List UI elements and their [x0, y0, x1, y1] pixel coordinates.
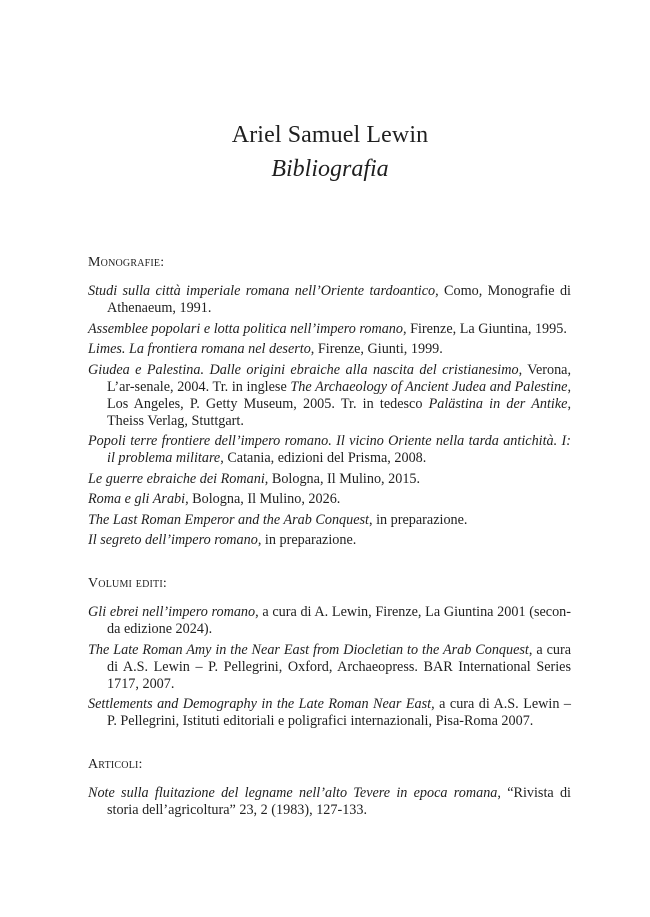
entry-details: , Los Angeles, P. Getty Museum, 2005. Tr. in tedesco	[107, 378, 571, 412]
entry-title: Roma e gli Arabi	[88, 491, 186, 507]
bibliography-entry	[88, 283, 571, 317]
bibliography-entry	[88, 696, 571, 730]
entry-title: Limes. La frontiera romana nel deserto	[88, 341, 311, 357]
section-heading: Volumi editi:	[88, 576, 167, 591]
entry-title: Giudea e Palestina. Dalle origini ebraiche alla nascita del cristianesimo	[88, 361, 519, 378]
entry-title: Popoli terre frontiere dell’impero romano. Il vicino Oriente nella tarda antichità. I: il problema militare	[88, 433, 571, 466]
entry-title: Le guerre ebraiche dei Romani	[88, 470, 265, 487]
bibliography-entry	[88, 785, 571, 819]
bibliography-entry	[88, 512, 571, 529]
section-articoli	[88, 756, 571, 819]
bibliography-entry	[88, 471, 571, 488]
entry-title: Studi sulla città imperiale romana nell’Oriente tardoantico	[88, 283, 436, 299]
section-heading: Articoli:	[88, 757, 143, 772]
entry-title: Settlements and Demography in the Late Roman Near East	[88, 696, 432, 712]
section-heading: Monografie:	[88, 255, 165, 270]
entry-details: , “Rivista di storia dell’agricoltura” 23, 2 (1983), 127-133.	[107, 785, 571, 818]
bibliography-entry	[88, 604, 571, 638]
entry-details: , Firenze, La Giuntina, 1995.	[402, 320, 567, 337]
document-title: Bibliografia	[271, 156, 389, 182]
entry-translation-title: Palästina in der Antike	[428, 395, 568, 412]
bibliography-entry	[88, 642, 571, 693]
entry-title: Gli ebrei nell’impero romano	[88, 604, 256, 620]
section-volumi-editi	[88, 575, 571, 730]
entry-details: , Verona, L’ar-senale, 2004. Tr. in inglese	[107, 361, 572, 395]
entry-title: The Late Roman Amy in the Near East from Diocletian to the Arab Conquest	[88, 641, 529, 658]
bibliography-body	[88, 254, 571, 823]
entry-details: , Firenze, Giunti, 1999.	[310, 341, 443, 357]
entry-title: Il segreto dell’impero romano	[88, 532, 258, 548]
entry-details: , a cura di A. Lewin, Firenze, La Giuntina 2001 (secon-da edizione 2024).	[107, 604, 571, 637]
bibliography-entry	[88, 532, 571, 549]
entry-details: , a cura di A.S. Lewin – P. Pellegrini, Istituti editoriali e poligrafici internazionali, Pisa-Roma 2007.	[107, 696, 571, 729]
entry-title: Note sulla fluitazione del legname nell’alto Tevere in epoca romana	[88, 785, 498, 801]
entry-details: , Bologna, Il Mulino, 2026.	[185, 491, 341, 507]
bibliography-entry	[88, 362, 571, 430]
section-monografie	[88, 254, 571, 549]
entry-title: The Last Roman Emperor and the Arab Conquest	[88, 511, 369, 528]
entry-details: , Catania, edizioni del Prisma, 2008.	[220, 450, 427, 466]
bibliography-entry	[88, 433, 571, 467]
entry-details: , Bologna, Il Mulino, 2015.	[264, 470, 421, 487]
bibliography-entry	[88, 321, 571, 338]
bibliography-entry	[88, 341, 571, 358]
entry-details: , in preparazione.	[257, 532, 357, 548]
bibliography-entry	[88, 491, 571, 508]
entry-translation-title: The Archaeology of Ancient Judea and Palestine	[290, 378, 568, 395]
entry-details: , a cura di A.S. Lewin – P. Pellegrini, Oxford, Archaeopress. BAR International Series 1717, 2007.	[107, 641, 571, 692]
author-name: Ariel Samuel Lewin	[231, 122, 429, 148]
entry-details: , Theiss Verlag, Stuttgart.	[107, 395, 571, 429]
entry-details: , Como, Monografie di Athenaeum, 1991.	[107, 283, 571, 316]
entry-title: Assemblee popolari e lotta politica nell’impero romano	[88, 320, 403, 337]
entry-details: , in preparazione.	[369, 511, 468, 528]
